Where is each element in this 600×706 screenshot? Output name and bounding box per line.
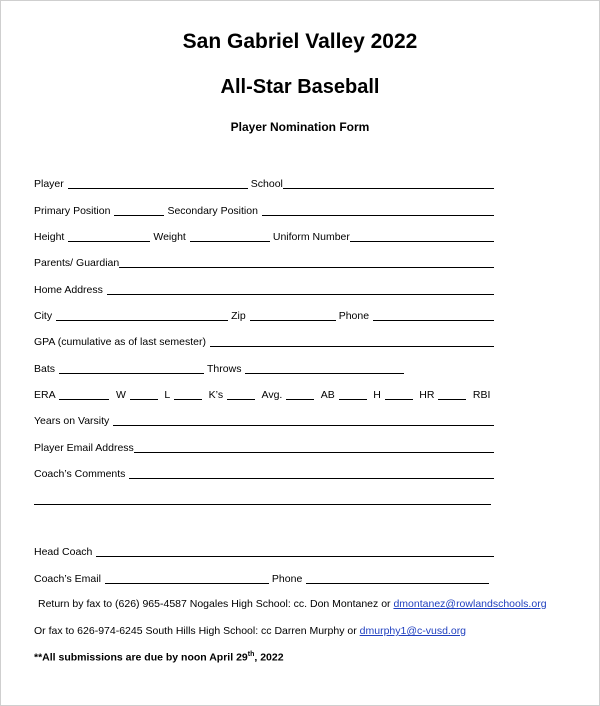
row-parents <box>34 255 494 269</box>
school-field[interactable] <box>283 178 494 189</box>
deadline-suffix: , 2022 <box>254 651 284 664</box>
player-field[interactable] <box>68 178 248 189</box>
coach-email-label: Coach’s Email <box>34 573 101 585</box>
w-label: W <box>116 389 126 401</box>
years-varsity-label: Years on Varsity <box>34 415 110 427</box>
w-field[interactable] <box>130 389 158 400</box>
h-field[interactable] <box>385 389 413 400</box>
player-label: Player <box>34 178 64 190</box>
uniform-number-field[interactable] <box>350 231 494 242</box>
avg-label: Avg. <box>261 389 283 401</box>
player-email-label: Player Email Address <box>34 442 134 454</box>
primary-position-field[interactable] <box>114 205 164 216</box>
head-coach-label: Head Coach <box>34 546 93 558</box>
return-line-2 <box>34 625 466 637</box>
row-years-varsity <box>34 413 494 427</box>
throws-label: Throws <box>207 363 242 375</box>
ab-label: AB <box>320 389 335 401</box>
deadline-prefix: **All submissions are due by noon April 29 <box>34 651 248 664</box>
height-label: Height <box>34 231 65 243</box>
form-title: Player Nomination Form <box>230 120 370 134</box>
row-stats <box>34 387 494 401</box>
zip-label: Zip <box>231 310 246 322</box>
return-line-1-text: Return by fax to (626) 965-4587 Nogales High School: cc. Don Montanez or <box>38 598 394 610</box>
row-gpa <box>34 334 494 348</box>
l-field[interactable] <box>174 389 202 400</box>
home-address-field[interactable] <box>107 284 494 295</box>
player-email-field[interactable] <box>134 442 494 453</box>
rbi-label: RBI <box>472 389 491 401</box>
weight-label: Weight <box>153 231 186 243</box>
coach-phone-label: Phone <box>271 573 303 585</box>
zip-field[interactable] <box>250 310 336 321</box>
secondary-position-label: Secondary Position <box>167 205 258 217</box>
form-header-subtitle: All-Star Baseball <box>220 76 380 98</box>
throws-field[interactable] <box>245 363 404 374</box>
comments-field[interactable] <box>129 468 494 479</box>
gpa-label: GPA (cumulative as of last semester) <box>34 336 206 348</box>
row-positions <box>34 203 494 217</box>
phone-field[interactable] <box>373 310 494 321</box>
uniform-number-label: Uniform Number <box>272 231 350 243</box>
row-bats-throws <box>34 361 404 375</box>
h-label: H <box>373 389 381 401</box>
school-label: School <box>250 178 283 190</box>
parents-label: Parents/ Guardian <box>34 257 120 269</box>
avg-field[interactable] <box>286 389 314 400</box>
comments-label: Coach’s Comments <box>34 468 126 480</box>
row-height-weight <box>34 229 494 243</box>
home-address-label: Home Address <box>34 284 103 296</box>
return-line-1 <box>38 598 547 610</box>
hr-field[interactable] <box>438 389 466 400</box>
coach-phone-field[interactable] <box>306 573 489 584</box>
form-header-title: San Gabriel Valley 2022 <box>182 30 418 53</box>
comments-field-line-2[interactable] <box>34 504 491 505</box>
secondary-position-field[interactable] <box>262 205 494 216</box>
primary-position-label: Primary Position <box>34 205 111 217</box>
bats-field[interactable] <box>59 363 204 374</box>
row-comments <box>34 466 494 480</box>
head-coach-field[interactable] <box>96 546 494 557</box>
gpa-field[interactable] <box>210 336 494 347</box>
era-field[interactable] <box>59 389 109 400</box>
montanez-email-link[interactable]: dmontanez@rowlandschools.org <box>393 598 547 610</box>
l-label: L <box>164 389 171 401</box>
hr-label: HR <box>419 389 435 401</box>
murphy-email-link[interactable]: dmurphy1@c-vusd.org <box>359 625 467 637</box>
parents-field[interactable] <box>119 257 494 268</box>
city-field[interactable] <box>56 310 228 321</box>
row-home-address <box>34 282 494 296</box>
row-player <box>34 176 494 190</box>
phone-label: Phone <box>338 310 370 322</box>
deadline-sup: th <box>247 651 255 658</box>
row-city <box>34 308 494 322</box>
weight-field[interactable] <box>190 231 270 242</box>
era-label: ERA <box>34 389 56 401</box>
years-varsity-field[interactable] <box>113 415 494 426</box>
return-line-2-text: Or fax to 626-974-6245 South Hills High School: cc Darren Murphy or <box>34 625 360 637</box>
city-label: City <box>34 310 53 322</box>
row-head-coach <box>34 544 494 558</box>
ks-field[interactable] <box>227 389 255 400</box>
bats-label: Bats <box>34 363 56 375</box>
row-player-email <box>34 440 494 454</box>
row-coach-email <box>34 571 489 585</box>
height-field[interactable] <box>68 231 150 242</box>
coach-email-field[interactable] <box>105 573 269 584</box>
deadline-note <box>34 651 284 664</box>
ab-field[interactable] <box>339 389 367 400</box>
ks-label: K’s <box>208 389 224 401</box>
